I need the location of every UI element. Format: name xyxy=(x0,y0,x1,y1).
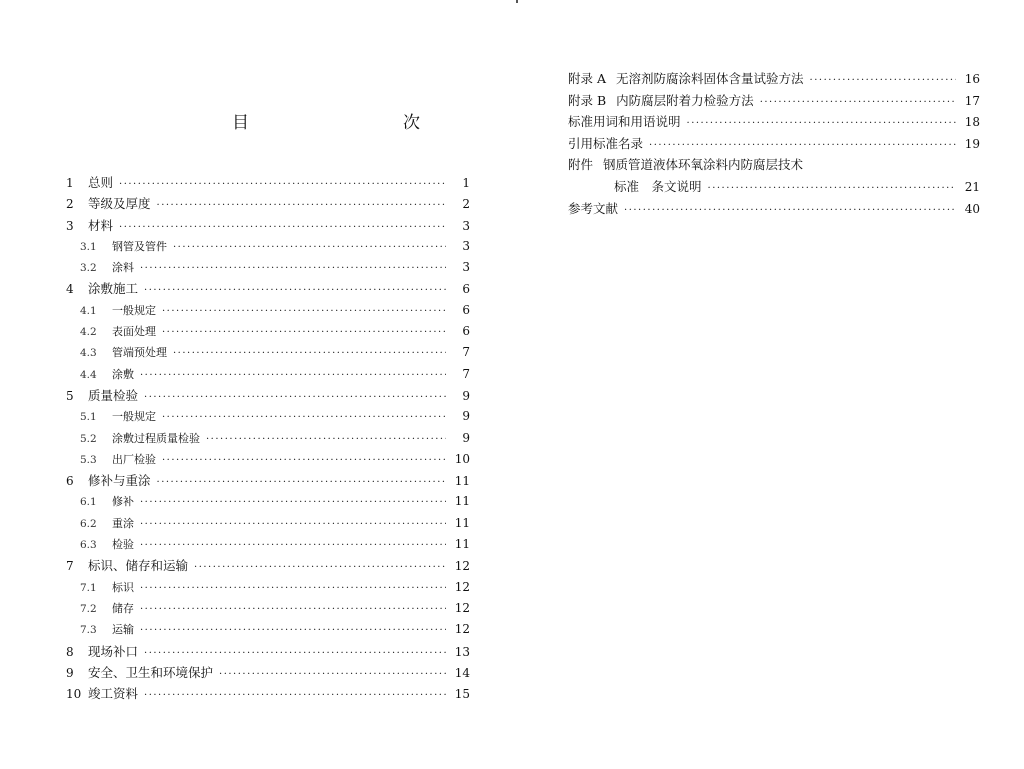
appendix-label: 附件 xyxy=(568,157,594,173)
toc-title: 目 次 xyxy=(232,113,460,133)
dot-leader xyxy=(760,92,956,114)
dot-leader xyxy=(140,599,446,620)
toc-section-entry xyxy=(66,321,470,342)
toc-chapter-entry xyxy=(66,193,470,214)
dot-leader xyxy=(144,387,446,408)
toc-section-entry xyxy=(66,406,470,427)
entry-title: 安全、卫生和环境保护 xyxy=(88,664,214,680)
entry-page-number: 12 xyxy=(454,622,470,637)
dot-leader xyxy=(206,429,446,450)
dot-leader xyxy=(144,643,446,664)
toc-section-entry xyxy=(66,300,470,321)
entry-page-number: 7 xyxy=(462,345,470,360)
toc-section-entry xyxy=(66,449,470,470)
toc-appendix-entry xyxy=(568,198,980,220)
dot-leader xyxy=(144,280,446,301)
toc-chapter-entry xyxy=(66,470,470,491)
toc-chapter-entry xyxy=(66,278,470,299)
dot-leader xyxy=(219,664,446,685)
entry-page-number: 15 xyxy=(454,687,470,702)
toc-list-left xyxy=(66,172,470,704)
toc-appendix-entry xyxy=(568,176,980,198)
entry-number: 7 xyxy=(66,559,74,574)
entry-title: 质量检验 xyxy=(88,387,139,403)
entry-number: 4.3 xyxy=(80,347,97,360)
entry-title: 一般规定 xyxy=(112,410,156,424)
entry-page-number: 11 xyxy=(454,474,470,489)
toc-appendix-entry xyxy=(568,90,980,112)
entry-page-number: 11 xyxy=(454,494,470,509)
toc-appendix-entry xyxy=(568,111,980,133)
dot-leader xyxy=(144,685,446,706)
entry-number: 6.1 xyxy=(80,496,97,509)
entry-number: 4 xyxy=(66,282,74,297)
dot-leader xyxy=(119,174,446,195)
entry-page-number: 12 xyxy=(454,600,470,615)
toc-section-entry xyxy=(66,577,470,598)
entry-page-number: 17 xyxy=(964,93,980,108)
entry-title: 出厂检验 xyxy=(112,452,156,466)
entry-page-number: 16 xyxy=(964,72,980,86)
entry-title: 涂料 xyxy=(112,261,134,275)
toc-section-entry xyxy=(66,257,470,278)
dot-leader xyxy=(173,237,446,258)
toc-section-entry xyxy=(66,236,470,257)
entry-title: 管端预处理 xyxy=(112,346,167,360)
entry-number: 7.1 xyxy=(80,581,97,594)
entry-page-number: 6 xyxy=(462,282,470,297)
dot-leader xyxy=(708,178,956,200)
appendix-label: 附录 B xyxy=(568,92,607,108)
entry-page-number: 9 xyxy=(462,430,470,445)
entry-title: 检验 xyxy=(112,538,134,552)
entry-title: 总则 xyxy=(88,175,114,190)
entry-number: 3 xyxy=(66,218,74,233)
entry-title: 内防腐层附着力检验方法 xyxy=(616,92,754,108)
entry-number: 8 xyxy=(66,644,74,659)
entry-page-number: 9 xyxy=(462,388,470,403)
entry-number: 7.2 xyxy=(80,602,97,615)
toc-chapter-entry xyxy=(66,172,470,193)
toc-section-entry xyxy=(66,619,470,640)
entry-number: 3.1 xyxy=(80,240,97,253)
entry-page-number: 6 xyxy=(462,302,470,317)
entry-title: 无溶剂防腐涂料固体含量试验方法 xyxy=(616,71,804,86)
entry-number: 2 xyxy=(66,197,74,212)
entry-title: 标准用词和用语说明 xyxy=(568,114,681,130)
entry-number: 3.2 xyxy=(80,262,97,275)
entry-title: 涂敷 xyxy=(112,367,134,381)
entry-number: 5 xyxy=(66,388,74,403)
entry-page-number: 14 xyxy=(454,665,470,680)
entry-title: 引用标准名录 xyxy=(568,135,644,151)
dot-leader xyxy=(140,365,446,386)
dot-leader xyxy=(140,620,446,641)
dot-leader xyxy=(157,472,446,493)
entry-title: 修补 xyxy=(112,495,134,509)
toc-section-entry xyxy=(66,491,470,512)
entry-title: 竣工资料 xyxy=(88,686,139,702)
dot-leader xyxy=(194,557,446,578)
entry-page-number: 7 xyxy=(462,366,470,381)
entry-title: 储存 xyxy=(112,601,134,615)
entry-page-number: 6 xyxy=(462,324,470,339)
entry-number: 10 xyxy=(66,687,82,702)
entry-page-number: 21 xyxy=(964,179,980,194)
toc-chapter-entry xyxy=(66,215,470,236)
entry-page-number: 3 xyxy=(462,238,470,253)
toc-section-entry xyxy=(66,513,470,534)
right-page xyxy=(512,0,1024,769)
entry-number: 4.1 xyxy=(80,304,97,317)
entry-title: 修补与重涂 xyxy=(88,473,151,489)
entry-page-number: 40 xyxy=(964,201,980,216)
entry-number: 7.3 xyxy=(80,624,97,637)
entry-number: 6.3 xyxy=(80,539,97,552)
toc-appendix-entry xyxy=(568,133,980,155)
entry-page-number: 11 xyxy=(454,515,470,530)
entry-number: 1 xyxy=(66,176,74,190)
dot-leader xyxy=(140,492,446,513)
dot-leader xyxy=(162,301,446,322)
dot-leader xyxy=(173,343,446,364)
entry-title: 涂敷施工 xyxy=(88,281,139,297)
scan-mark xyxy=(516,0,518,3)
appendix-label: 附录 A xyxy=(568,71,607,86)
dot-leader xyxy=(810,70,956,92)
entry-page-number: 11 xyxy=(454,537,470,552)
entry-title: 标识、储存和运输 xyxy=(88,558,189,574)
entry-number: 4.4 xyxy=(80,368,97,381)
dot-leader xyxy=(140,514,446,535)
entry-page-number: 10 xyxy=(454,451,470,466)
entry-title: 等级及厚度 xyxy=(88,196,151,212)
toc-appendix-entry xyxy=(568,68,980,90)
entry-title: 参考文献 xyxy=(568,200,619,216)
entry-page-number: 2 xyxy=(462,197,470,212)
dot-leader xyxy=(624,200,956,222)
toc-list-right xyxy=(568,68,980,219)
entry-title: 涂敷过程质量检验 xyxy=(112,431,200,445)
toc-chapter-entry xyxy=(66,641,470,662)
entry-number: 9 xyxy=(66,665,74,680)
entry-number: 5.1 xyxy=(80,411,97,424)
entry-page-number: 1 xyxy=(462,176,470,190)
entry-title: 钢管及管件 xyxy=(112,239,167,253)
entry-page-number: 3 xyxy=(462,260,470,275)
entry-page-number: 12 xyxy=(454,559,470,574)
toc-chapter-entry xyxy=(66,385,470,406)
entry-title: 标准 条文说明 xyxy=(614,178,702,194)
toc-section-entry xyxy=(66,342,470,363)
toc-section-entry xyxy=(66,598,470,619)
dot-leader xyxy=(649,135,956,157)
entry-title: 现场补口 xyxy=(88,643,139,659)
entry-title: 标识 xyxy=(112,580,134,594)
dot-leader xyxy=(162,450,446,471)
entry-title: 一般规定 xyxy=(112,303,156,317)
entry-title: 重涂 xyxy=(112,516,134,530)
entry-number: 4.2 xyxy=(80,326,97,339)
entry-number: 6 xyxy=(66,474,74,489)
toc-section-entry xyxy=(66,534,470,555)
entry-page-number: 9 xyxy=(462,409,470,424)
dot-leader xyxy=(157,195,446,216)
entry-page-number: 3 xyxy=(462,218,470,233)
entry-page-number: 13 xyxy=(454,644,470,659)
toc-appendix-entry xyxy=(568,154,980,176)
entry-number: 6.2 xyxy=(80,517,97,530)
dot-leader xyxy=(162,407,446,428)
entry-page-number: 18 xyxy=(964,115,980,130)
entry-title: 运输 xyxy=(112,623,134,637)
dot-leader xyxy=(140,535,446,556)
entry-title: 钢质管道液体环氧涂料内防腐层技术 xyxy=(603,157,804,173)
dot-leader xyxy=(140,578,446,599)
entry-number: 5.3 xyxy=(80,453,97,466)
dot-leader xyxy=(162,322,446,343)
toc-section-entry xyxy=(66,364,470,385)
toc-chapter-entry xyxy=(66,555,470,576)
toc-chapter-entry xyxy=(66,683,470,704)
toc-section-entry xyxy=(66,428,470,449)
entry-title: 材料 xyxy=(88,217,114,233)
entry-page-number: 19 xyxy=(964,136,980,151)
entry-title: 表面处理 xyxy=(112,325,156,339)
toc-chapter-entry xyxy=(66,662,470,683)
dot-leader xyxy=(119,217,446,238)
dot-leader xyxy=(140,258,446,279)
dot-leader xyxy=(687,113,956,135)
entry-number: 5.2 xyxy=(80,432,97,445)
entry-page-number: 12 xyxy=(454,579,470,594)
